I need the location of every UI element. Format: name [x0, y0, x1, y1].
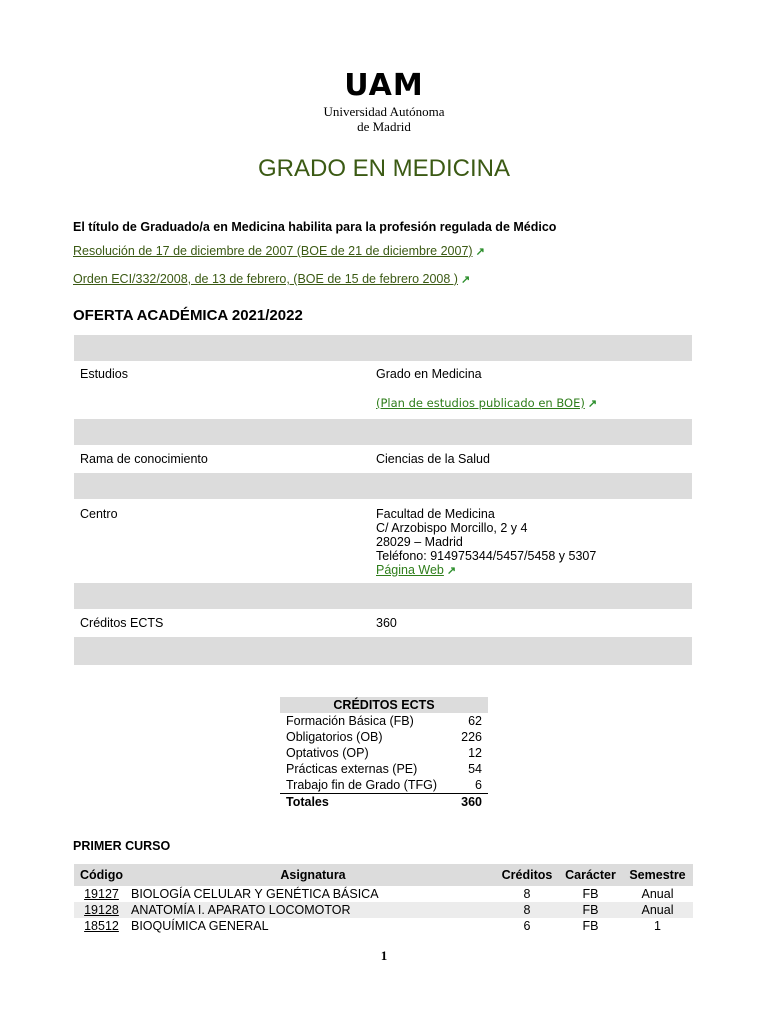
boe-link-1-wrap[interactable] [73, 242, 485, 260]
external-link-icon: ↗ [475, 246, 485, 258]
table-row [74, 886, 693, 902]
centro-value-cell [376, 507, 692, 583]
creditos-row [74, 609, 692, 637]
external-link-icon: ↗ [460, 274, 471, 286]
boe-resolucion-link[interactable]: Resolución de 17 de diciembre de 2007 (BOE de 21 de diciembre 2007) [73, 244, 473, 258]
centro-line-2: C/ Arzobispo Morcillo, 2 y 4 [376, 521, 528, 535]
band-divider [74, 583, 692, 609]
creditos-value: 360 [376, 616, 397, 630]
course-semester: 1 [654, 919, 661, 933]
logo-mark: UAM [344, 68, 424, 103]
ects-row-label: Formación Básica (FB) [286, 714, 414, 728]
ects-row-value: 12 [468, 746, 482, 760]
uam-logo [0, 68, 768, 134]
course-semester: Anual [622, 902, 693, 918]
external-link-icon: ↗ [587, 398, 598, 410]
oferta-heading: OFERTA ACADÉMICA 2021/2022 [73, 307, 303, 324]
col-header-semester: Semestre [622, 864, 693, 886]
primer-curso-table [74, 864, 693, 934]
ects-row [280, 745, 488, 761]
table-row [74, 918, 693, 934]
ects-row [280, 761, 488, 777]
band-divider [74, 419, 692, 445]
ects-row-value: 226 [461, 730, 482, 744]
info-table [74, 335, 692, 665]
ects-total-label: Totales [286, 795, 329, 809]
ects-row-value: 6 [475, 778, 482, 792]
ects-row-label: Prácticas externas (PE) [286, 762, 418, 776]
page-number: 1 [380, 948, 388, 963]
boe-link-2-wrap[interactable] [73, 270, 470, 288]
centro-line-1: Facultad de Medicina [376, 507, 495, 521]
ects-row-label: Trabajo fin de Grado (TFG) [286, 778, 437, 792]
pagina-web-link[interactable]: Página Web [376, 563, 444, 577]
ects-total-row [280, 793, 488, 810]
ects-total-value: 360 [461, 795, 482, 809]
course-type: FB [559, 902, 622, 918]
ects-header: CRÉDITOS ECTS [280, 697, 488, 713]
course-semester: Anual [641, 887, 674, 901]
col-header-name: Asignatura [129, 864, 495, 886]
course-name: BIOLOGÍA CELULAR Y GENÉTICA BÁSICA [131, 887, 379, 901]
col-header-credits: Créditos [495, 864, 559, 886]
course-name: BIOQUÍMICA GENERAL [131, 919, 269, 933]
ects-row [280, 713, 488, 729]
rama-label: Rama de conocimiento [80, 452, 208, 466]
ects-row-value: 62 [468, 714, 482, 728]
rama-value: Ciencias de la Salud [376, 452, 490, 466]
course-credits: 8 [495, 902, 559, 918]
boe-orden-link[interactable]: Orden ECI/332/2008, de 13 de febrero, (BOE de 15 de febrero 2008 ) [73, 272, 458, 286]
ects-row [280, 729, 488, 745]
ects-row [280, 777, 488, 793]
band-divider [74, 335, 692, 361]
ects-table [280, 697, 488, 810]
course-type: FB [582, 887, 599, 901]
course-code-link[interactable]: 18512 [84, 919, 119, 933]
band-divider [74, 473, 692, 499]
page-title: GRADO EN MEDICINA [257, 155, 511, 182]
logo-line-2: de Madrid [357, 119, 411, 134]
estudios-label: Estudios [80, 367, 128, 381]
course-code-link[interactable]: 19128 [84, 903, 119, 917]
plan-estudios-link[interactable]: (Plan de estudios publicado en BOE) [376, 396, 585, 410]
ects-row-label: Obligatorios (OB) [286, 730, 383, 744]
external-link-icon: ↗ [446, 565, 457, 577]
course-name: ANATOMÍA I. APARATO LOCOMOTOR [129, 902, 495, 918]
course-credits: 6 [523, 919, 531, 933]
table-row [74, 902, 693, 918]
estudios-value: Grado en Medicina [376, 367, 482, 381]
estudios-value-cell [376, 367, 692, 419]
centro-row [74, 499, 692, 583]
logo-line-1: Universidad Autónoma [323, 104, 445, 119]
ects-row-label: Optativos (OP) [286, 746, 369, 760]
col-header-type: Carácter [559, 864, 622, 886]
band-divider [74, 637, 692, 665]
col-header-code: Código [74, 864, 129, 886]
table-header-row [74, 864, 693, 886]
rama-row [74, 445, 692, 473]
course-code-link[interactable]: 19127 [84, 887, 119, 901]
creditos-label: Créditos ECTS [80, 616, 164, 630]
primer-curso-heading: PRIMER CURSO [73, 839, 171, 853]
estudios-row [74, 361, 692, 419]
course-credits: 8 [523, 887, 531, 901]
centro-label: Centro [80, 507, 118, 521]
ects-row-value: 54 [468, 762, 482, 776]
course-type: FB [582, 919, 599, 933]
centro-line-3: 28029 – Madrid [376, 535, 463, 549]
intro-statement: El título de Graduado/a en Medicina habilita para la profesión regulada de Médico [73, 220, 557, 234]
centro-line-4: Teléfono: 914975344/5457/5458 y 5307 [376, 549, 597, 563]
